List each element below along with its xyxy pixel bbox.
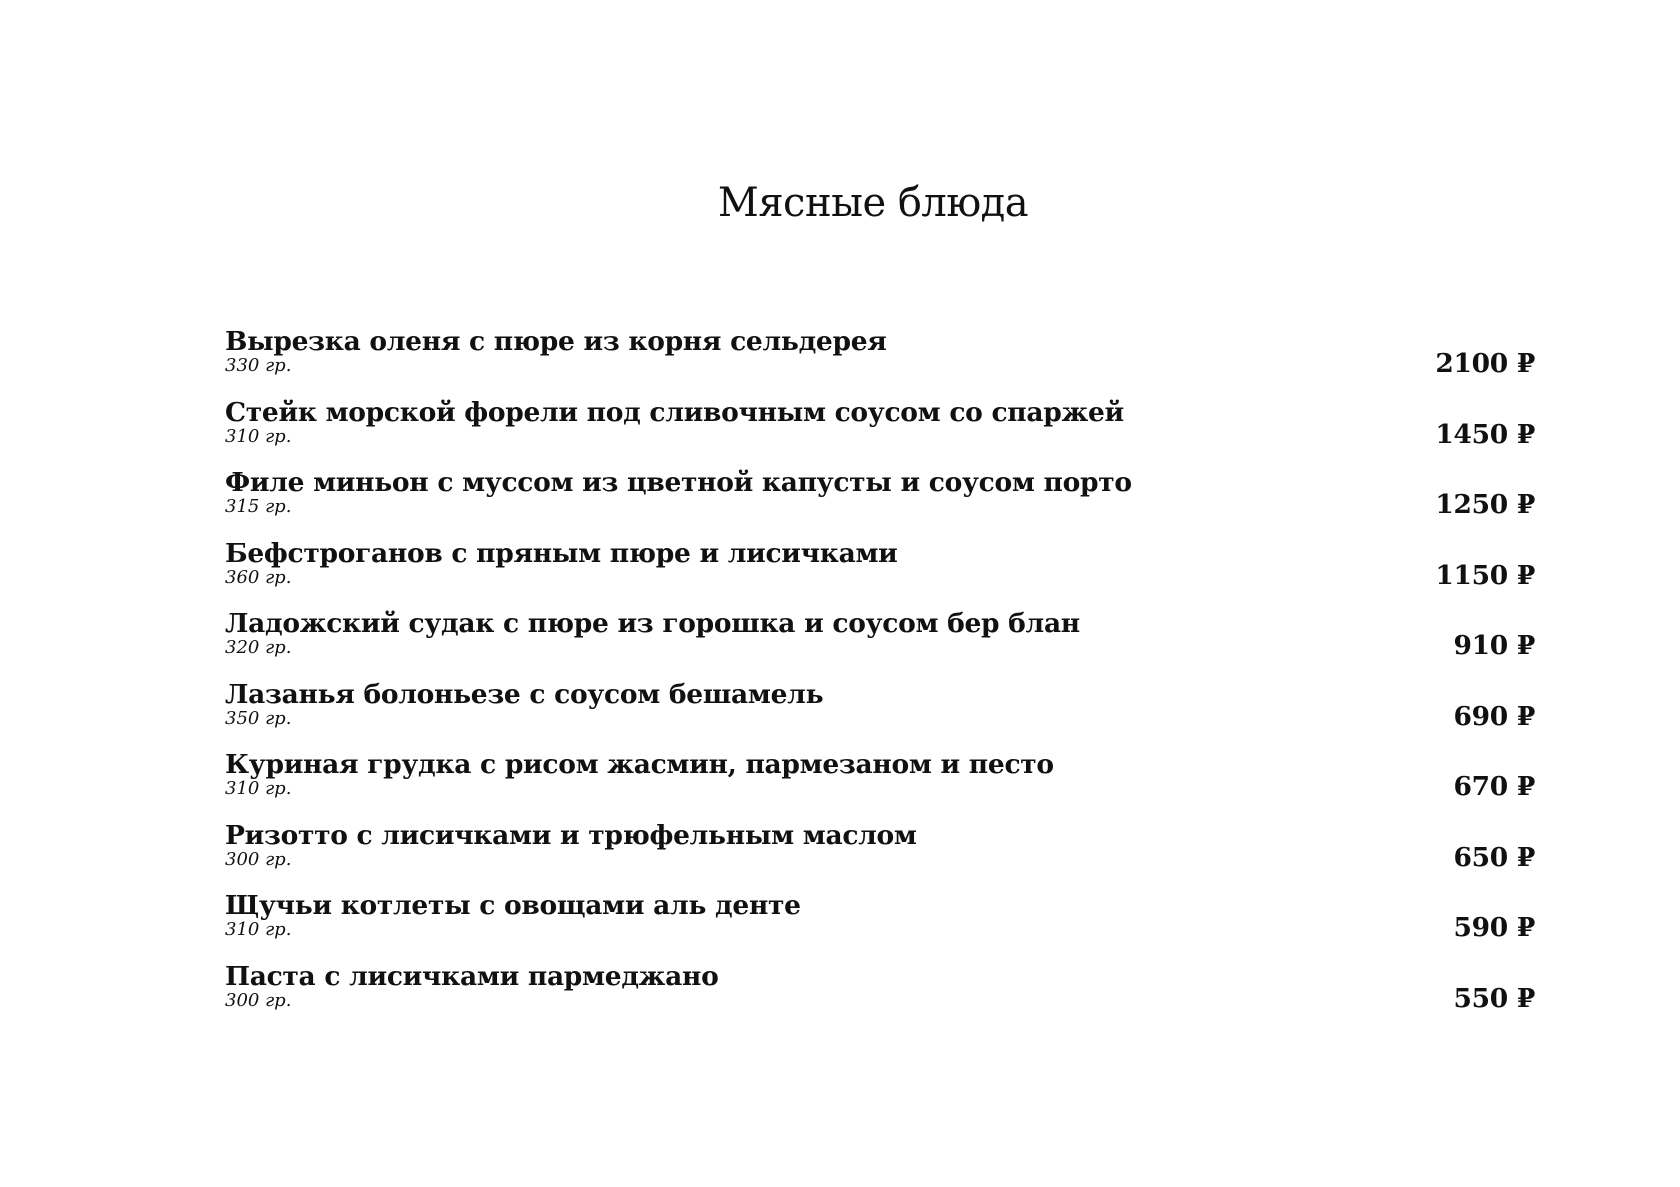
menu-item [225,396,1535,467]
dish-price: 1150 ₽ [1435,559,1535,591]
dish-name: Вырезка оленя с пюре из корня сельдерея [225,326,887,357]
menu-item [225,607,1535,678]
dish-weight: 310 гр. [225,425,292,447]
dish-weight: 300 гр. [225,989,292,1011]
menu-item [225,678,1535,749]
dish-weight: 320 гр. [225,637,292,658]
dish-price: 590 ₽ [1453,912,1535,943]
menu-item [225,748,1535,819]
menu-item [225,466,1535,537]
menu-item [225,325,1535,396]
dish-name: Паста с лисичками пармеджано [225,960,719,992]
menu-item [225,819,1535,890]
dish-price: 1250 ₽ [1435,489,1535,520]
page-title: Мясные блюда [717,180,1029,226]
dish-weight: 360 гр. [225,566,292,588]
dish-weight: 330 гр. [225,355,292,376]
menu-item [225,537,1535,608]
dish-weight: 310 гр. [225,919,292,940]
dish-name: Лазанья болоньезе с соусом бешамель [225,678,824,710]
dish-price: 550 ₽ [1453,982,1535,1014]
dish-price: 690 ₽ [1453,700,1535,732]
dish-name: Филе миньон с муссом из цветной капусты и соусом порто [225,467,1132,498]
menu-item [225,960,1535,1031]
dish-name: Бефстроганов с пряным пюре и лисичками [225,537,898,569]
dish-name: Куриная грудка с рисом жасмин, пармезаном и песто [225,749,1054,780]
dish-price: 670 ₽ [1453,771,1535,802]
menu-list [225,325,1535,1030]
dish-weight: 315 гр. [225,496,292,517]
dish-price: 2100 ₽ [1435,348,1535,379]
dish-weight: 300 гр. [225,848,292,870]
dish-price: 650 ₽ [1453,841,1535,873]
dish-price: 910 ₽ [1453,630,1535,661]
dish-weight: 350 гр. [225,707,292,729]
dish-name: Ризотто с лисичками и трюфельным маслом [225,819,917,851]
dish-weight: 310 гр. [225,778,292,799]
dish-name: Щучьи котлеты с овощами аль денте [225,890,801,921]
menu-item [225,889,1535,960]
dish-name: Стейк морской форели под сливочным соусом со спаржей [225,396,1124,428]
dish-price: 1450 ₽ [1435,418,1535,450]
dish-name: Ладожский судак с пюре из горошка и соусом бер блан [225,608,1080,639]
